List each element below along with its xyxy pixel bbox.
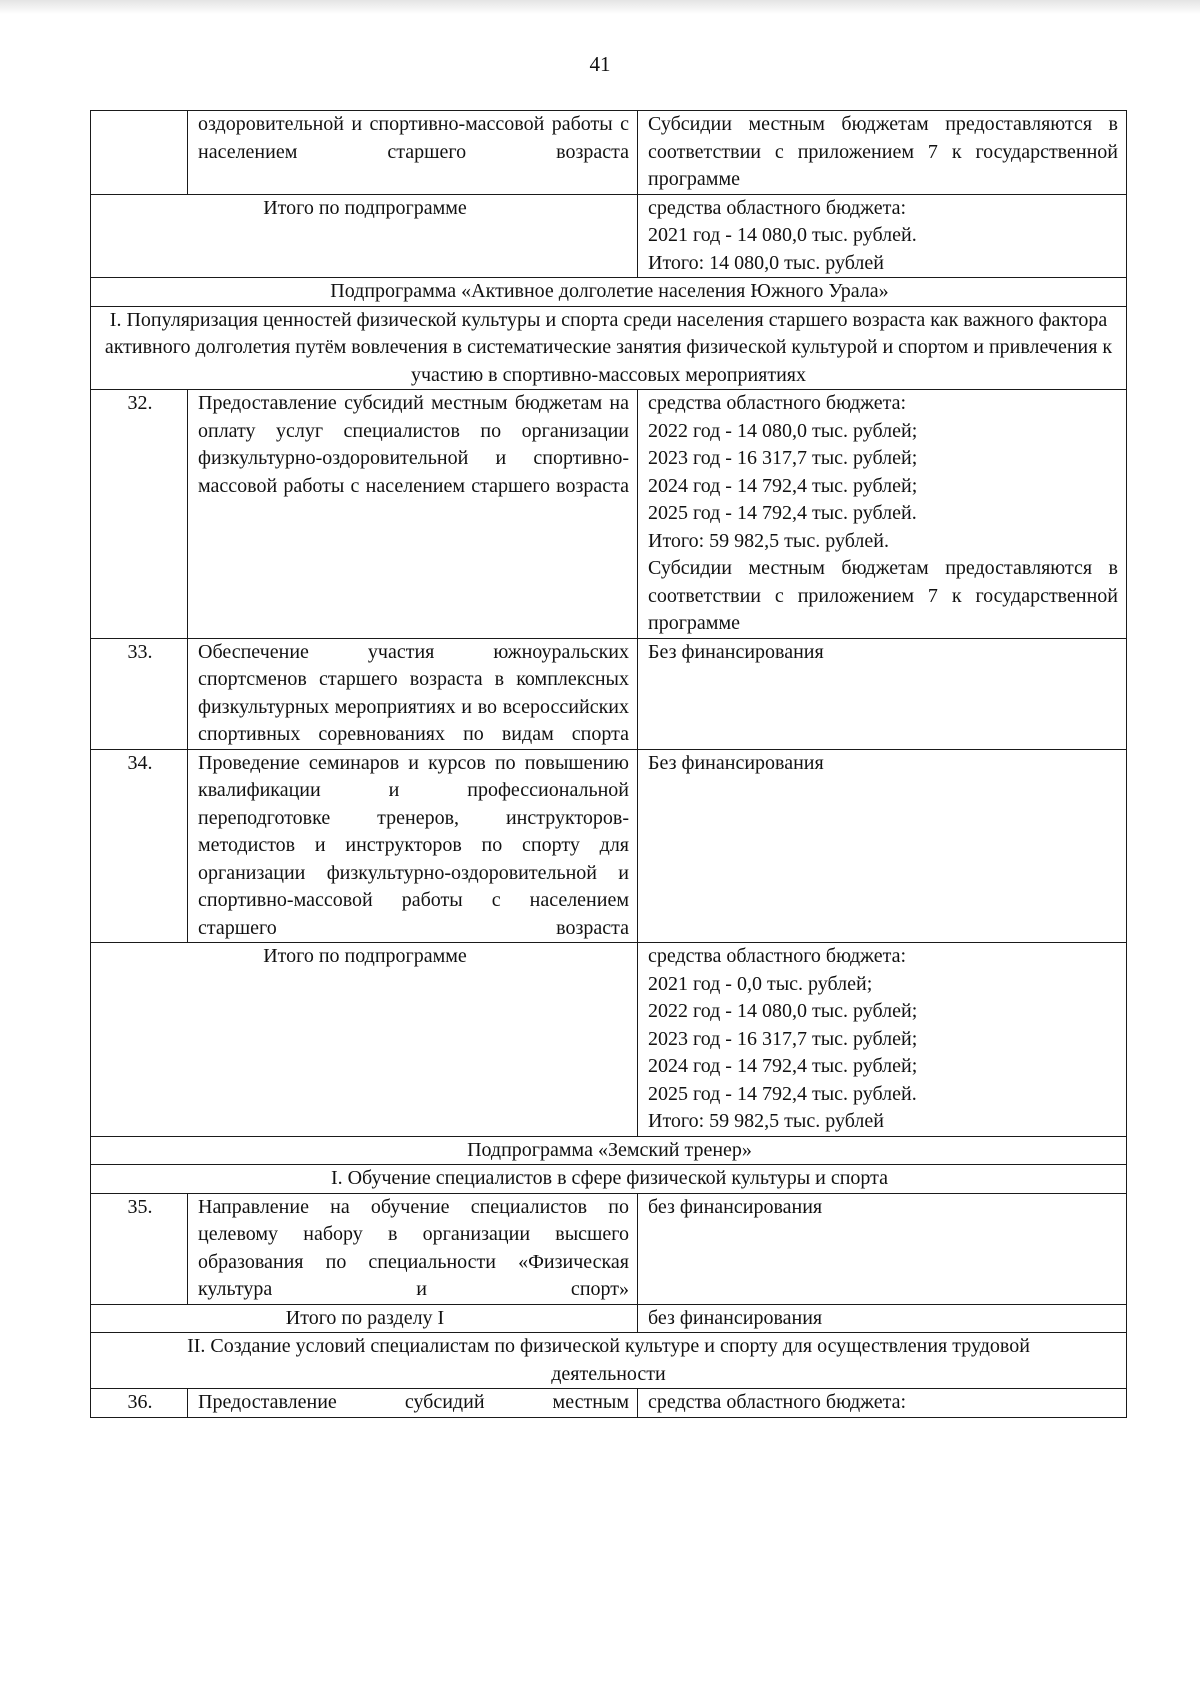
financing-line: средства областного бюджета: bbox=[648, 945, 907, 967]
financing-line: 2024 год - 14 792,4 тыс. рублей; bbox=[648, 1055, 918, 1077]
total-label: Итого по разделу I bbox=[91, 1304, 638, 1333]
subprogram-header-row bbox=[91, 1136, 1127, 1165]
financing-line: 2023 год - 16 317,7 тыс. рублей; bbox=[648, 447, 918, 469]
financing-line: 2022 год - 14 080,0 тыс. рублей; bbox=[648, 419, 918, 442]
row-description: Проведение семинаров и курсов по повышению квалификации и профессиональной переподготовке тренеров, инструкторов-методистов и инструкторов по спорту для организации физкультурно-оздоровительной и спортивно-массовой работы с населением старшего возраста bbox=[188, 749, 638, 943]
subprogram-header-row bbox=[91, 278, 1127, 307]
financing-line: 2021 год - 14 080,0 тыс. рублей. bbox=[648, 224, 917, 246]
section-title: II. Создание условий специалистам по физической культуре и спорту для осуществления трудовой деятельности bbox=[91, 1333, 1127, 1389]
section-header-row bbox=[91, 1333, 1127, 1389]
row-number-cell bbox=[91, 111, 188, 195]
table-row bbox=[91, 1389, 1127, 1418]
total-financing bbox=[638, 943, 1127, 1137]
financing-line: 2022 год - 14 080,0 тыс. рублей; bbox=[648, 1000, 918, 1022]
financing-line: 2025 год - 14 792,4 тыс. рублей. bbox=[648, 502, 917, 524]
row-number: 35. bbox=[91, 1193, 188, 1304]
row-financing: Без финансирования bbox=[638, 749, 1127, 943]
section-title: I. Обучение специалистов в сфере физической культуры и спорта bbox=[91, 1165, 1127, 1194]
row-description: Обеспечение участия южноуральских спортсменов старшего возраста в комплексных физкультурных мероприятиях и во всероссийских спортивных соревнованиях по видам спорта bbox=[188, 638, 638, 749]
financing-line: Итого: 59 982,5 тыс. рублей bbox=[648, 1110, 884, 1132]
total-label: Итого по подпрограмме bbox=[91, 943, 638, 1137]
row-description: Предоставление субсидий местным бюджетам на оплату услуг специалистов по организации физкультурно-оздоровительной и спортивно-массовой работы с населением старшего возраста bbox=[188, 390, 638, 639]
scan-edge-shadow bbox=[0, 0, 1200, 14]
row-number: 33. bbox=[91, 638, 188, 749]
subprogram-total-row bbox=[91, 194, 1127, 278]
total-financing: без финансирования bbox=[638, 1304, 1127, 1333]
row-description: Направление на обучение специалистов по целевому набору в организации высшего образования по специальности «Физическая культура и спорт» bbox=[188, 1193, 638, 1304]
table-row bbox=[91, 638, 1127, 749]
financing-line: средства областного бюджета: bbox=[648, 392, 907, 414]
section-total-row bbox=[91, 1304, 1127, 1333]
row-number: 32. bbox=[91, 390, 188, 639]
subprogram-title: Подпрограмма «Активное долголетие населения Южного Урала» bbox=[91, 278, 1127, 307]
financing-line: Итого: 59 982,5 тыс. рублей. bbox=[648, 529, 889, 552]
financing-line: 2025 год - 14 792,4 тыс. рублей. bbox=[648, 1082, 917, 1105]
row-description: Предоставление субсидий местным bbox=[188, 1389, 638, 1418]
financing-line: 2021 год - 0,0 тыс. рублей; bbox=[648, 972, 873, 995]
section-title: I. Популяризация ценностей физической культуры и спорта среди населения старшего возраста как важного фактора активного долголетия путём вовлечения в систематические занятия физической культурой и спортом и привлечения к участию в спортивно-массовых мероприятиях bbox=[91, 306, 1127, 390]
row-financing: Без финансирования bbox=[638, 638, 1127, 749]
row-financing bbox=[638, 390, 1127, 639]
program-table bbox=[90, 110, 1127, 1418]
financing-line: 2024 год - 14 792,4 тыс. рублей; bbox=[648, 474, 918, 497]
row-number: 34. bbox=[91, 749, 188, 943]
subprogram-title: Подпрограмма «Земский тренер» bbox=[91, 1136, 1127, 1165]
subprogram-total-row bbox=[91, 943, 1127, 1137]
financing-line: средства областного бюджета: bbox=[648, 196, 907, 219]
table-row bbox=[91, 749, 1127, 943]
table-row bbox=[91, 390, 1127, 639]
page-number: 41 bbox=[589, 52, 611, 76]
section-header-row bbox=[91, 306, 1127, 390]
row-number: 36. bbox=[91, 1389, 188, 1418]
financing-line: 2023 год - 16 317,7 тыс. рублей; bbox=[648, 1027, 918, 1050]
table-row bbox=[91, 111, 1127, 195]
table-row bbox=[91, 1193, 1127, 1304]
financing-note: Субсидии местным бюджетам предоставляются в соответствии с приложением 7 к государственной программе bbox=[648, 557, 1118, 634]
row-financing: без финансирования bbox=[638, 1193, 1127, 1304]
row-description: оздоровительной и спортивно-массовой работы с населением старшего возраста bbox=[188, 111, 638, 195]
section-header-row bbox=[91, 1165, 1127, 1194]
total-label: Итого по подпрограмме bbox=[91, 194, 638, 278]
financing-line: Итого: 14 080,0 тыс. рублей bbox=[648, 251, 884, 274]
row-financing: средства областного бюджета: bbox=[638, 1389, 1127, 1418]
total-financing bbox=[638, 194, 1127, 278]
row-financing: Субсидии местным бюджетам предоставляются в соответствии с приложением 7 к государственной программе bbox=[638, 111, 1127, 195]
